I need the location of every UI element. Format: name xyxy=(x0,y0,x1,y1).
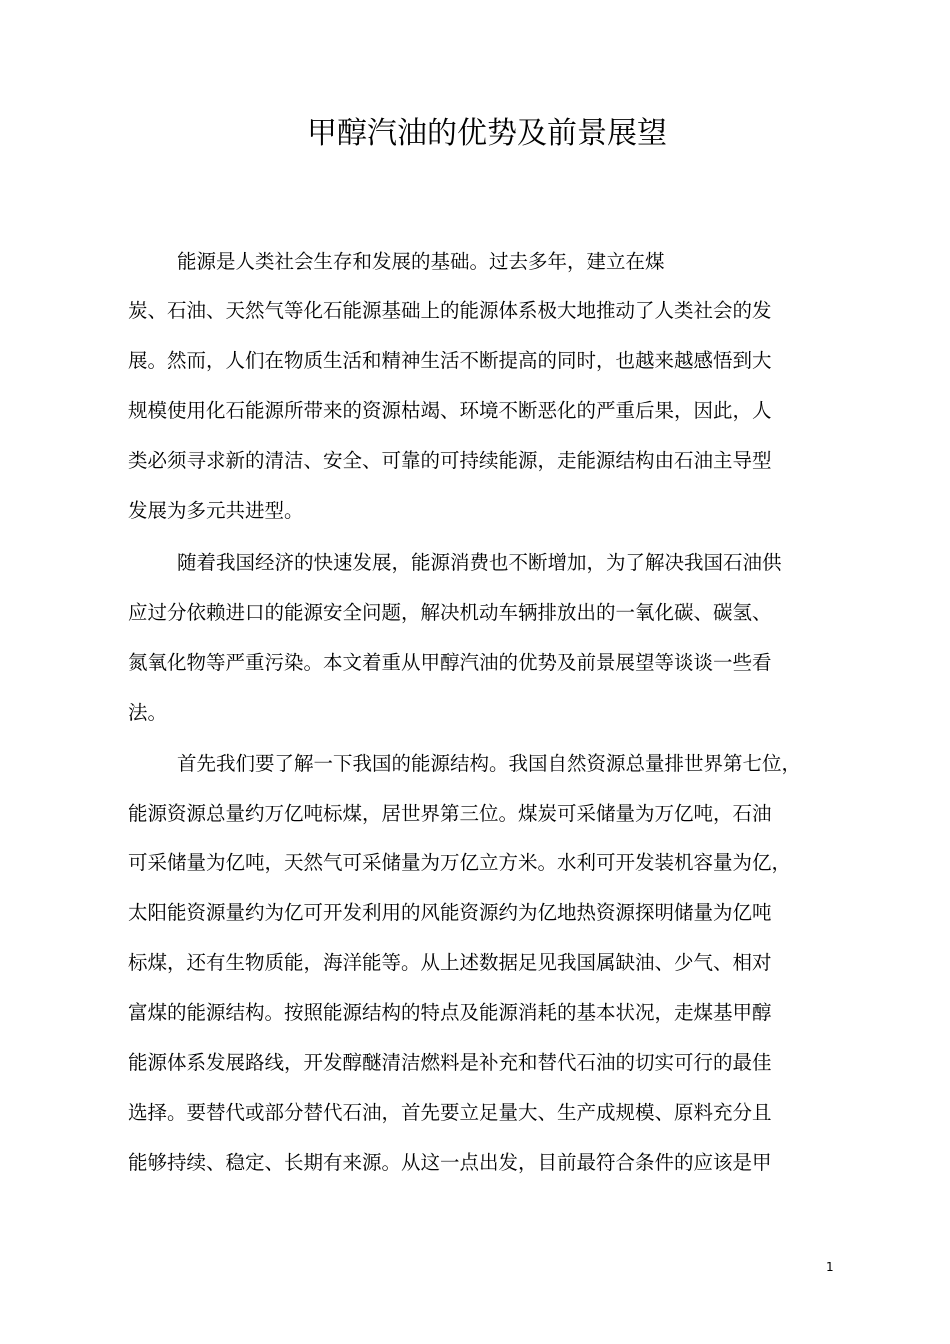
text-line: 规模使用化石能源所带来的资源枯竭、环境不断恶化的严重后果，因此，人 xyxy=(128,399,772,422)
text-line: 能源资源总量约万亿吨标煤，居世界第三位。煤炭可采储量为万亿吨，石油 xyxy=(128,802,772,825)
text-line: 选择。要替代或部分替代石油，首先要立足量大、生产成规模、原料充分且 xyxy=(128,1101,772,1124)
text-line: 随着我国经济的快速发展，能源消费也不断增加，为了解决我国石油供 xyxy=(177,551,782,574)
text-line: 标煤，还有生物质能，海洋能等。从上述数据足见我国属缺油、少气、相对 xyxy=(128,951,772,974)
text-line: 首先我们要了解一下我国的能源结构。我国自然资源总量排世界第七位， xyxy=(177,752,802,775)
text-line: 太阳能资源量约为亿可开发利用的风能资源约为亿地热资源探明储量为亿吨 xyxy=(128,901,772,924)
text-line: 类必须寻求新的清洁、安全、可靠的可持续能源，走能源结构由石油主导型 xyxy=(128,449,772,472)
text-line: 能源是人类社会生存和发展的基础。过去多年，建立在煤 xyxy=(177,250,665,273)
text-line: 可采储量为亿吨，天然气可采储量为万亿立方米。水利可开发装机容量为亿， xyxy=(128,851,792,874)
text-line: 能够持续、稳定、长期有来源。从这一点出发，目前最符合条件的应该是甲 xyxy=(128,1151,772,1174)
text-line: 法。 xyxy=(128,701,168,724)
text-line: 氮氧化物等严重污染。本文着重从甲醇汽油的优势及前景展望等谈谈一些看 xyxy=(128,651,772,674)
text-line: 发展为多元共进型。 xyxy=(128,499,304,522)
text-line: 应过分依赖进口的能源安全问题，解决机动车辆排放出的一氧化碳、碳氢、 xyxy=(128,601,772,624)
document-title: 甲醇汽油的优势及前景展望 xyxy=(307,116,667,151)
text-line: 炭、石油、天然气等化石能源基础上的能源体系极大地推动了人类社会的发 xyxy=(128,299,772,322)
text-line: 富煤的能源结构。按照能源结构的特点及能源消耗的基本状况，走煤基甲醇 xyxy=(128,1001,772,1024)
text-line: 能源体系发展路线，开发醇醚清洁燃料是补充和替代石油的切实可行的最佳 xyxy=(128,1051,772,1074)
page-number: 1 xyxy=(826,1260,834,1274)
text-line: 展。然而，人们在物质生活和精神生活不断提高的同时，也越来越感悟到大 xyxy=(128,349,772,372)
